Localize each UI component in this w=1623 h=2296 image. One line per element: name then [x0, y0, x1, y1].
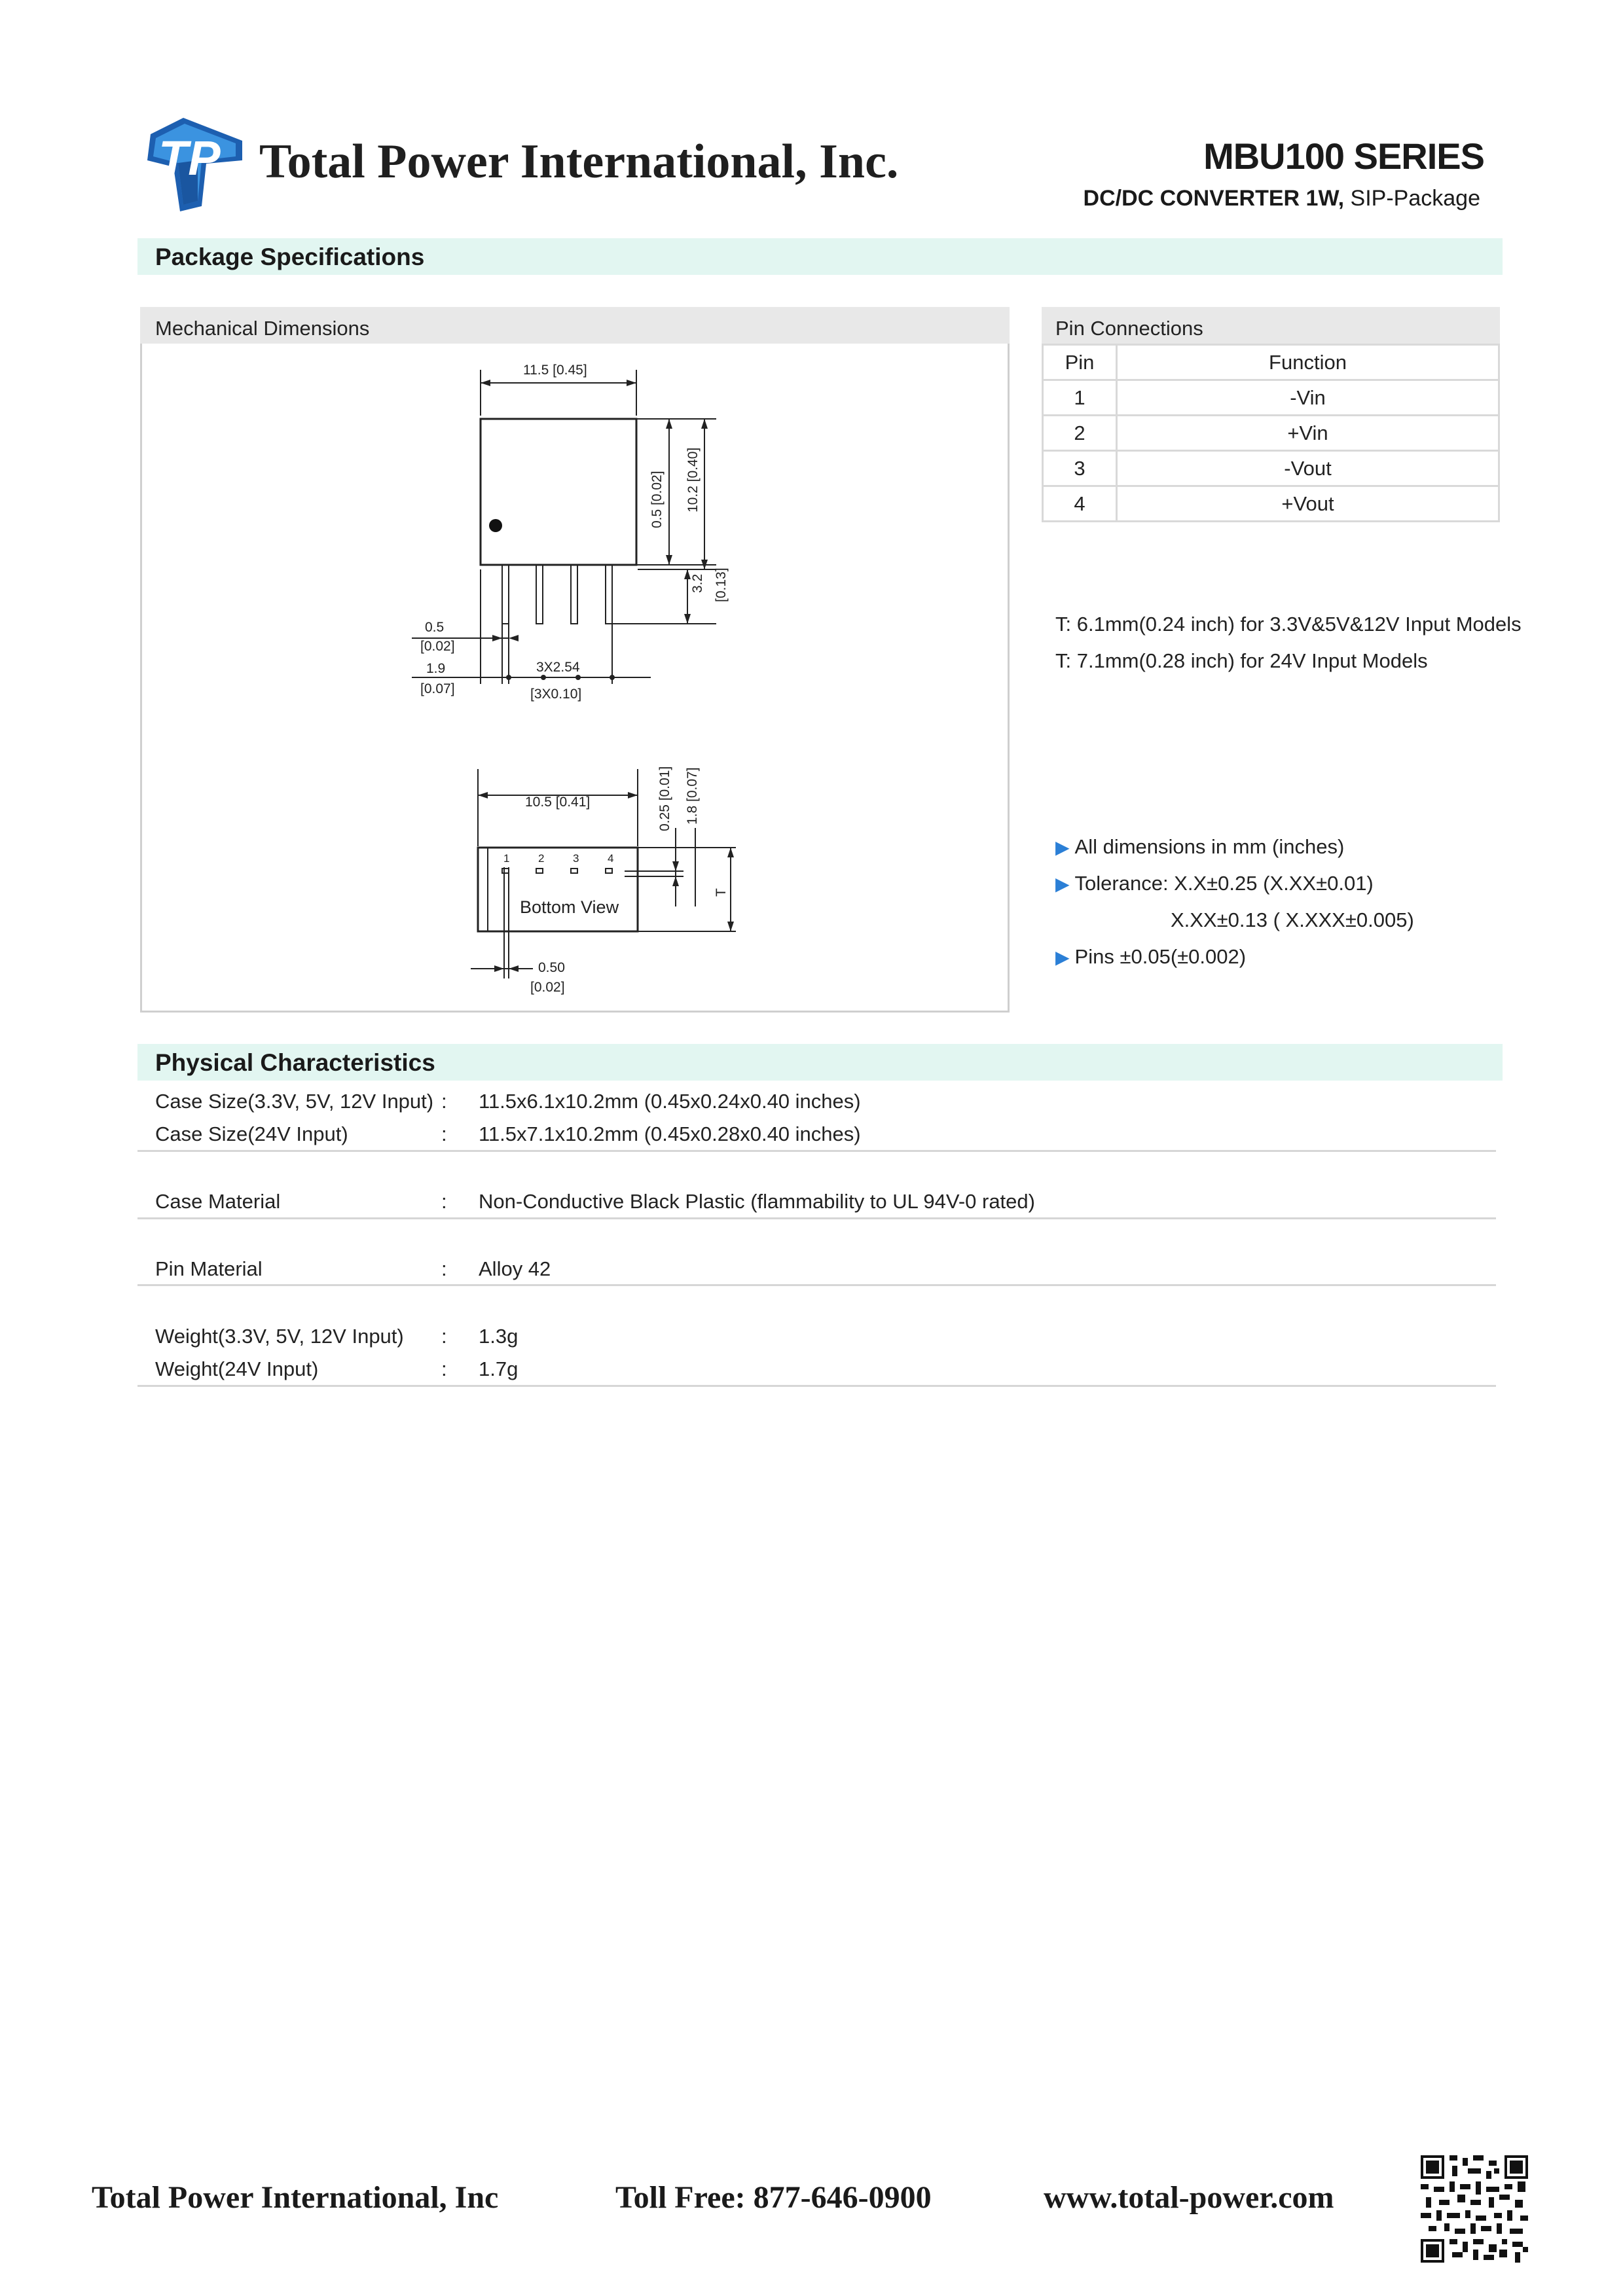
- pin-row: [1043, 451, 1499, 486]
- pin-row: [1043, 416, 1499, 451]
- physical-section-title: Physical Characteristics: [155, 1049, 435, 1076]
- bottom-view-label: Bottom View: [520, 897, 619, 917]
- mechanical-drawing: [140, 344, 1010, 1011]
- physical-value: 11.5x7.1x10.2mm (0.45x0.28x0.40 inches): [479, 1122, 861, 1145]
- dim-d025: 0.25 [0.01]: [657, 766, 672, 831]
- footer-company: Total Power International, Inc: [92, 2180, 499, 2215]
- dim-h05: 0.5 [0.02]: [649, 471, 665, 528]
- physical-colon: :: [441, 1090, 447, 1113]
- physical-colon: :: [441, 1325, 447, 1348]
- dim-t-label: T: [714, 888, 729, 897]
- bullet-triangle-icon: ▶: [1055, 874, 1070, 894]
- physical-value: 1.7g: [479, 1357, 519, 1380]
- physical-row: [155, 1122, 1497, 1151]
- pin-number: 3: [1043, 451, 1117, 486]
- package-section-title: Package Specifications: [155, 243, 425, 270]
- dim-left05: 0.5: [425, 620, 445, 635]
- physical-row: [155, 1090, 1497, 1119]
- bottom-pin-1: 1: [503, 852, 510, 865]
- physical-row: [155, 1357, 1497, 1386]
- pin1-marker-dot: [489, 519, 502, 532]
- divider: [137, 1385, 1496, 1387]
- series-title: MBU100 SERIES: [1203, 135, 1484, 177]
- physical-row: [155, 1257, 1497, 1286]
- dim-pin32: 3.2: [690, 573, 705, 593]
- note-bullet-3: [1055, 945, 1246, 969]
- pin-row: [1043, 486, 1499, 522]
- company-logo: [144, 115, 249, 213]
- physical-key: Pin Material: [155, 1257, 263, 1280]
- pin-function: -Vout: [1117, 451, 1499, 486]
- note-t1: T: 6.1mm(0.24 inch) for 3.3V&5V&12V Input Models: [1055, 613, 1522, 636]
- note-bullet-2b: X.XX±0.13 ( X.XXX±0.005): [1171, 908, 1414, 931]
- mechanical-label: Mechanical Dimensions: [155, 317, 370, 340]
- physical-value: Non-Conductive Black Plastic (flammability to UL 94V-0 rated): [479, 1190, 1035, 1213]
- physical-colon: :: [441, 1190, 447, 1213]
- pin-number: 1: [1043, 380, 1117, 416]
- physical-key: Weight(3.3V, 5V, 12V Input): [155, 1325, 404, 1348]
- note-bullet-2: [1055, 872, 1374, 895]
- pin-function: +Vout: [1117, 486, 1499, 522]
- dim-h102: 10.2 [0.40]: [685, 447, 701, 512]
- physical-key: Case Material: [155, 1190, 281, 1213]
- physical-key: Case Size(3.3V, 5V, 12V Input): [155, 1090, 434, 1113]
- note-t2: T: 7.1mm(0.28 inch) for 24V Input Models: [1055, 649, 1428, 672]
- bottom-pin-2: 2: [538, 852, 545, 865]
- dim-left19-in: [0.07]: [420, 681, 455, 696]
- dim-pitch-in: [3X0.10]: [530, 687, 582, 702]
- physical-colon: :: [441, 1122, 447, 1145]
- note-bullet-1: [1055, 835, 1344, 859]
- dim-left19: 1.9: [426, 661, 446, 676]
- logo-letters: TP: [158, 131, 221, 185]
- pin-function: +Vin: [1117, 416, 1499, 451]
- company-name: Total Power International, Inc.: [259, 135, 899, 188]
- footer-website[interactable]: www.total-power.com: [1044, 2180, 1334, 2215]
- divider: [137, 1150, 1496, 1152]
- bottom-pin-3: 3: [573, 852, 579, 865]
- physical-value: Alloy 42: [479, 1257, 551, 1280]
- note-bullet-3-text: Pins ±0.05(±0.002): [1074, 945, 1247, 968]
- subtitle-rest: SIP-Package: [1344, 186, 1480, 211]
- divider: [137, 1217, 1496, 1219]
- pin-number: 4: [1043, 486, 1117, 522]
- dim-pad050-in: [0.02]: [530, 980, 565, 995]
- pin-number: 2: [1043, 416, 1117, 451]
- physical-row: [155, 1325, 1497, 1354]
- dim-pitch: 3X2.54: [536, 660, 580, 675]
- note-bullet-1-text: All dimensions in mm (inches): [1074, 835, 1345, 858]
- dim-pad050: 0.50: [538, 960, 565, 975]
- series-subtitle: [1084, 186, 1480, 211]
- physical-row: [155, 1190, 1497, 1219]
- subtitle-bold: DC/DC CONVERTER 1W,: [1083, 186, 1345, 211]
- pin-connections-table: [1042, 344, 1500, 522]
- bullet-triangle-icon: ▶: [1055, 947, 1070, 967]
- dim-pin32-in: [0.13]: [714, 567, 729, 602]
- dim-width-top: 11.5 [0.45]: [523, 363, 587, 378]
- footer-phone[interactable]: Toll Free: 877-646-0900: [615, 2180, 932, 2215]
- bullet-triangle-icon: ▶: [1055, 837, 1070, 857]
- physical-value: 11.5x6.1x10.2mm (0.45x0.24x0.40 inches): [479, 1090, 861, 1113]
- physical-colon: :: [441, 1257, 447, 1280]
- divider: [137, 1284, 1496, 1286]
- pin-col-header: Pin: [1043, 345, 1117, 380]
- pin-row: [1043, 380, 1499, 416]
- note-bullet-2-text: Tolerance: X.X±0.25 (X.XX±0.01): [1074, 872, 1374, 895]
- function-col-header: Function: [1117, 345, 1499, 380]
- physical-value: 1.3g: [479, 1325, 519, 1348]
- dim-width-bottom: 10.5 [0.41]: [525, 795, 591, 810]
- dim-left05-in: [0.02]: [420, 639, 455, 654]
- physical-key: Case Size(24V Input): [155, 1122, 348, 1145]
- physical-key: Weight(24V Input): [155, 1357, 319, 1380]
- dim-d18: 1.8 [0.07]: [685, 767, 700, 825]
- pin-table-header-row: [1043, 345, 1499, 380]
- pin-connections-label: Pin Connections: [1055, 317, 1203, 340]
- bottom-pin-4: 4: [608, 852, 614, 865]
- physical-colon: :: [441, 1357, 447, 1380]
- qr-code: [1421, 2155, 1528, 2263]
- pin-function: -Vin: [1117, 380, 1499, 416]
